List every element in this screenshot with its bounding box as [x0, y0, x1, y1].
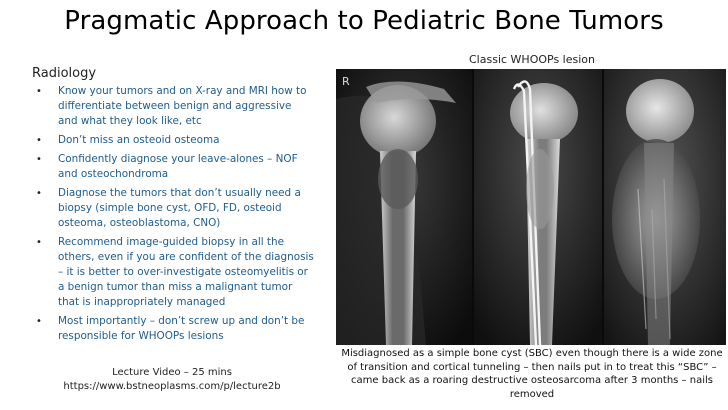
bullet-list	[30, 84, 314, 348]
section-heading-radiology: Radiology	[32, 66, 97, 81]
bullet-item	[30, 152, 314, 182]
bullet-text: Most importantly – don’t screw up and don’t be responsible for WHOOPs lesions	[58, 315, 305, 342]
figure-caption: Misdiagnosed as a simple bone cyst (SBC) even though there is a wide zone of transition and cortical tunneling – then nails put in to treat this “SBC” – came back as a roaring destructive osteosarcoma after 3 months – nails removed	[341, 348, 723, 400]
lecture-link[interactable]: https://www.bstneoplasms.com/p/lecture2b	[63, 381, 281, 392]
bullet-text: Diagnose the tumors that don’t usually need a biopsy (simple bone cyst, OFD, FD, osteoid osteoma, osteoblastoma, CNO)	[58, 187, 301, 229]
slide-title: Pragmatic Approach to Pediatric Bone Tumors	[64, 6, 664, 36]
bullet-item	[30, 133, 314, 148]
bullet-marker: •	[36, 86, 42, 97]
bullet-item	[30, 84, 314, 129]
bullet-text: Know your tumors and on X-ray and MRI how to differentiate between benign and aggressive and what they look like, etc	[58, 85, 307, 127]
bullet-marker: •	[36, 237, 42, 248]
xray-image	[604, 69, 726, 345]
bullet-item	[30, 186, 314, 231]
bullet-item	[30, 314, 314, 344]
bullet-item	[30, 235, 314, 310]
xray-intramedullary-nails	[474, 69, 602, 345]
bullet-marker: •	[36, 316, 42, 327]
xray-panel	[336, 69, 726, 345]
xray-image	[474, 69, 602, 345]
bullet-marker: •	[36, 154, 42, 165]
xray-destructive-osteosarcoma	[604, 69, 726, 345]
bullet-marker: •	[36, 135, 42, 146]
xray-image	[336, 69, 472, 345]
lecture-label: Lecture Video – 25 mins	[112, 367, 232, 378]
bullet-text: Recommend image-guided biopsy in all the others, even if you are confident of the diagnosis – it is better to over-investigate osteomyelitis or a benign tumor than miss a malignant tumor that is inappropriately managed	[58, 236, 314, 308]
xray-marker: R	[342, 75, 350, 88]
xray-initial-humerus	[336, 69, 472, 345]
lecture-info	[30, 366, 314, 394]
figure-title: Classic WHOOPs lesion	[469, 53, 595, 66]
bullet-text: Don’t miss an osteoid osteoma	[58, 134, 220, 146]
bullet-marker: •	[36, 188, 42, 199]
bullet-text: Confidently diagnose your leave-alones – NOF and osteochondroma	[58, 153, 298, 180]
